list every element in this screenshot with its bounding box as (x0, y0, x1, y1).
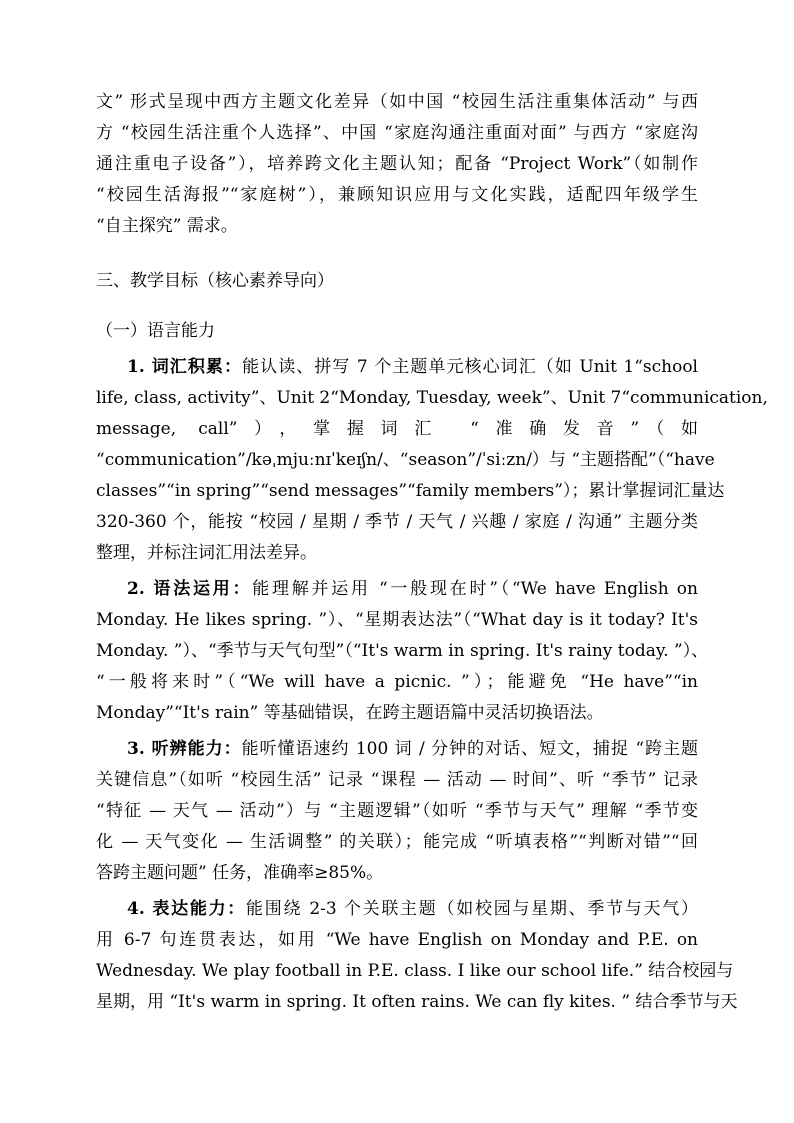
item-2-text: 能理解并运用 “一般现在时”（“We have English on (252, 579, 698, 599)
item-3-label: 3. 听辨能力： (127, 739, 242, 759)
item-3-line-2: 关键信息”（如听 “校园生活” 记录 “课程 — 活动 — 时间”、听 “季节” 记录 (96, 770, 698, 790)
item-2-line-5: Monday”“It's rain” 等基础错误，在跨主题语篇中灵活切换语法。 (96, 703, 604, 723)
item-3-line-4: 化 — 天气变化 — 生活调整” 的关联）；能完成 “听填表格”“判断对错”“回 (96, 832, 698, 852)
item-3-line-1 (127, 737, 698, 761)
item-1-line-7: 整理，并标注词汇用法差异。 (96, 543, 317, 563)
intro-line-4: “校园生活海报”“家庭树”），兼顾知识应用与文化实践，适配四年级学生 (96, 185, 698, 205)
item-1-line-1 (127, 355, 698, 379)
item-1-text: 能认读、拼写 7 个主题单元核心词汇（如 Unit 1“school (242, 357, 698, 377)
item-4-line-3: Wednesday. We play football in P.E. class. I like our school life.” 结合校园与 (96, 961, 734, 981)
item-4-text: 能围绕 2-3 个关联主题（如校园与星期、季节与天气） (246, 899, 698, 919)
subsection-heading: （一）语言能力 (96, 321, 215, 341)
item-4-line-2: 用 6-7 句连贯表达，如用 “We have English on Monday and P.E. on (96, 930, 698, 950)
intro-line-3: 通注重电子设备”），培养跨文化主题认知；配备 “Project Work”（如制作 (96, 154, 698, 174)
item-1-line-4: “communication”/kəˌmjuːnɪˈkeɪʃn/、“season”/ˈsiːzn/）与 “主题搭配”（“have (96, 450, 715, 470)
item-1-line-3: message, call”），掌握词汇 “准确发音”（如 (96, 419, 698, 439)
item-4-label: 4. 表达能力： (127, 899, 247, 919)
item-1-line-6: 320-360 个，能按 “校园 / 星期 / 季节 / 天气 / 兴趣 / 家庭 / 沟通” 主题分类 (96, 512, 698, 532)
item-4-line-1 (127, 897, 698, 921)
item-3-line-3: “特征 — 天气 — 活动”）与 “主题逻辑”（如听 “季节与天气” 理解 “季节变 (96, 801, 698, 821)
intro-line-5: “自主探究” 需求。 (96, 216, 238, 236)
item-3-text: 能听懂语速约 100 词 / 分钟的对话、短文，捕捉 “跨主题 (241, 739, 698, 759)
intro-line-2: 方 “校园生活注重个人选择”、中国 “家庭沟通注重面对面” 与西方 “家庭沟 (96, 123, 698, 143)
item-1-line-5: classes”“in spring”“send messages”“family members”）；累计掌握词汇量达 (96, 481, 725, 501)
item-2-line-4: “一般将来时”（“We will have a picnic. ”）；能避免 “He have”“in (96, 672, 698, 692)
item-1-label: 1. 词汇积累： (127, 357, 243, 377)
item-1-line-2: life, class, activity”、Unit 2“Monday, Tuesday, week”、Unit 7“communication, (96, 388, 768, 408)
item-2-line-3: Monday. ”）、“季节与天气句型”（“It's warm in spring. It's rainy today. ”）、 (96, 641, 709, 661)
item-2-line-2: Monday. He likes spring. ”）、“星期表达法”（“What day is it today? It's (96, 610, 698, 630)
item-2-line-1 (127, 577, 698, 601)
item-4-line-4: 星期，用 “It's warm in spring. It often rains. We can fly kites. ” 结合季节与天 (96, 992, 738, 1012)
section-heading: 三、教学目标（核心素养导向） (96, 271, 334, 291)
intro-line-1: 文” 形式呈现中西方主题文化差异（如中国 “校园生活注重集体活动” 与西 (96, 92, 698, 112)
item-2-label: 2. 语法运用： (127, 579, 253, 599)
item-3-line-5: 答跨主题问题” 任务，准确率≥85%。 (96, 863, 384, 883)
